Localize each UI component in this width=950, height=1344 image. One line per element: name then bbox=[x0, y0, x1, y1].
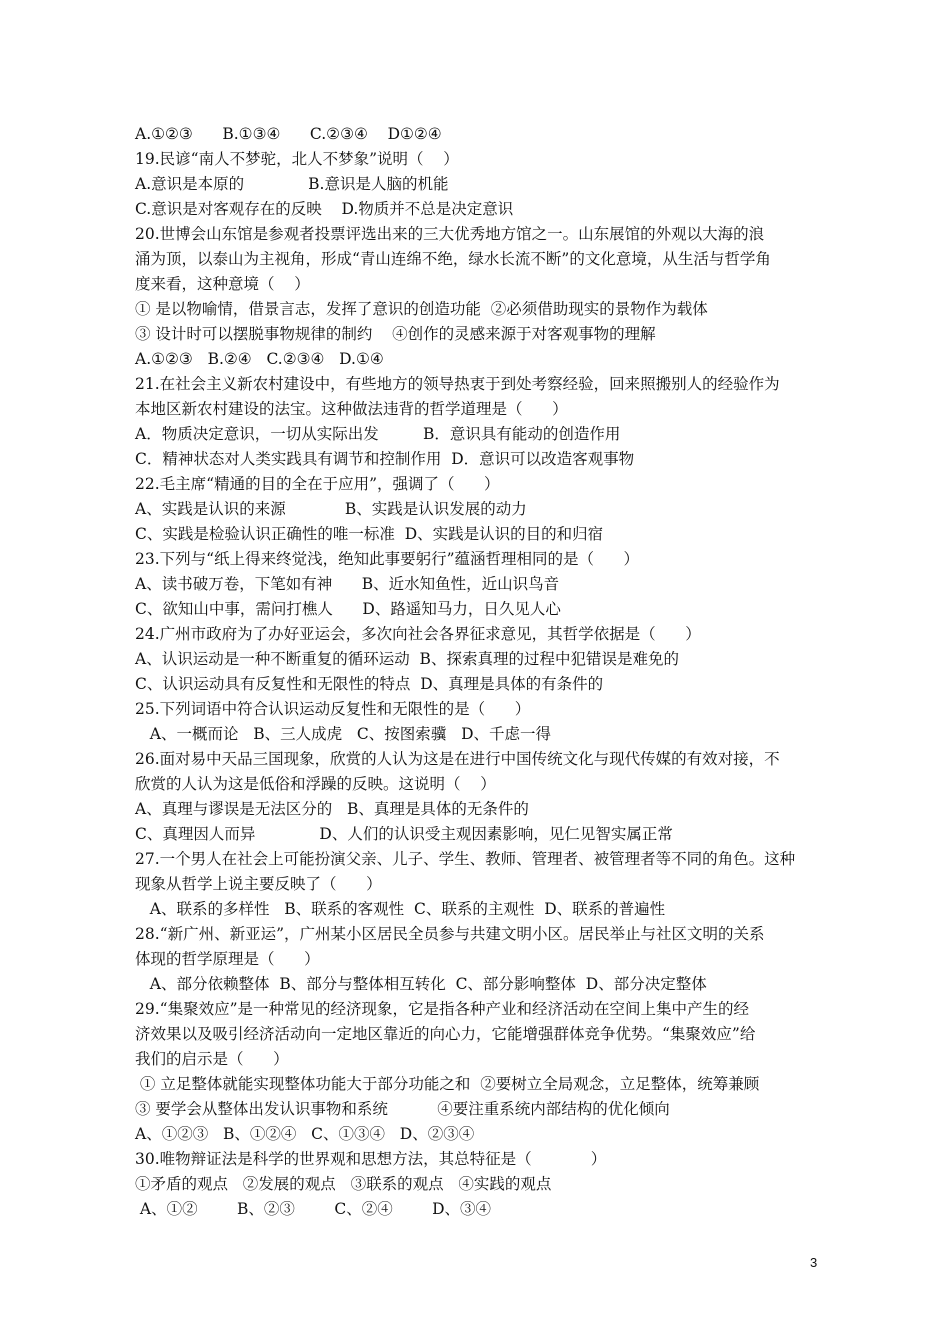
question-29-stem: 29.“集聚效应”是一种常见的经济现象，它是指各种产业和经济活动在空间上集中产生的经 bbox=[135, 1000, 750, 1018]
text-line: A、①②③ B、①②④ C、①③④ D、②③④ bbox=[135, 1125, 475, 1143]
text-line: ③ 设计时可以摆脱事物规律的制约 ④创作的灵感来源于对客观事物的理解 bbox=[135, 325, 656, 343]
text-line: A、实践是认识的来源 B、实践是认识发展的动力 bbox=[135, 500, 527, 518]
text-line: 欣赏的人认为这是低俗和浮躁的反映。这说明（ ） bbox=[135, 775, 496, 793]
question-25-stem: 25.下列词语中符合认识运动反复性和无限性的是（ ） bbox=[135, 700, 531, 718]
text-line: A、①② B、②③ C、②④ D、③④ bbox=[135, 1200, 492, 1218]
question-30-stem: 30.唯物辩证法是科学的世界观和思想方法，其总特征是（ ） bbox=[135, 1150, 607, 1168]
text-line: 体现的哲学原理是（ ） bbox=[135, 950, 320, 968]
text-line: ① 立足整体就能实现整体功能大于部分功能之和 ②要树立全局观念，立足整体，统筹兼顾 bbox=[135, 1075, 760, 1093]
question-26-stem: 26.面对易中天品三国现象，欣赏的人认为这是在进行中国传统文化与现代传媒的有效对接，不 bbox=[135, 750, 780, 768]
text-line: ③ 要学会从整体出发认识事物和系统 ④要注重系统内部结构的优化倾向 bbox=[135, 1100, 670, 1118]
text-line: A.意识是本原的 B.意识是人脑的机能 bbox=[135, 175, 449, 193]
text-line: A.①②③ B.①③④ C.②③④ D①②④ bbox=[135, 125, 442, 143]
text-line: 现象从哲学上说主要反映了（ ） bbox=[135, 875, 382, 893]
question-19-stem: 19.民谚“南人不梦驼，北人不梦象”说明（ ） bbox=[135, 150, 459, 168]
text-line: C．精神状态对人类实践具有调节和控制作用 D．意识可以改造客观事物 bbox=[135, 450, 635, 468]
text-line: A、部分依赖整体 B、部分与整体相互转化 C、部分影响整体 D、部分决定整体 bbox=[135, 975, 707, 993]
page-number: 3 bbox=[810, 1255, 818, 1270]
text-line: 我们的启示是（ ） bbox=[135, 1050, 289, 1068]
text-line: A、联系的多样性 B、联系的客观性 C、联系的主观性 D、联系的普遍性 bbox=[135, 900, 666, 918]
text-line: A．物质决定意识，一切从实际出发 B．意识具有能动的创造作用 bbox=[135, 425, 621, 443]
question-28-stem: 28.“新广州、新亚运”，广州某小区居民全员参与共建文明小区。居民举止与社区文明的关系 bbox=[135, 925, 765, 943]
question-22-stem: 22.毛主席“精通的目的全在于应用”，强调了（ ） bbox=[135, 475, 500, 493]
text-line: 涌为顶，以泰山为主视角，形成“青山连绵不绝，绿水长流不断”的文化意境，从生活与哲学角 bbox=[135, 250, 771, 268]
question-21-stem: 21.在社会主义新农村建设中，有些地方的领导热衷于到处考察经验，回来照搬别人的经验作为 bbox=[135, 375, 780, 393]
document-body bbox=[135, 122, 825, 1222]
text-line: A、读书破万卷，下笔如有神 B、近水知鱼性，近山识鸟音 bbox=[135, 575, 560, 593]
text-line: A、真理与谬误是无法区分的 B、真理是具体的无条件的 bbox=[135, 800, 529, 818]
text-line: ①矛盾的观点 ②发展的观点 ③联系的观点 ④实践的观点 bbox=[135, 1175, 552, 1193]
text-line: A.①②③ B.②④ C.②③④ D.①④ bbox=[135, 350, 384, 368]
text-line: C、实践是检验认识正确性的唯一标准 D、实践是认识的目的和归宿 bbox=[135, 525, 604, 543]
text-line: A、一概而论 B、三人成虎 C、按图索骥 D、千虑一得 bbox=[135, 725, 551, 743]
text-line: C.意识是对客观存在的反映 D.物质并不总是决定意识 bbox=[135, 200, 514, 218]
text-line: C、认识运动具有反复性和无限性的特点 D、真理是具体的有条件的 bbox=[135, 675, 604, 693]
text-line: 本地区新农村建设的法宝。这种做法违背的哲学道理是（ ） bbox=[135, 400, 568, 418]
text-line: C、真理因人而异 D、人们的认识受主观因素影响，见仁见智实属正常 bbox=[135, 825, 673, 843]
question-23-stem: 23.下列与“纸上得来终觉浅，绝知此事要躬行”蕴涵哲理相同的是（ ） bbox=[135, 550, 640, 568]
text-line: 度来看，这种意境（ ） bbox=[135, 275, 310, 293]
question-27-stem: 27.一个男人在社会上可能扮演父亲、儿子、学生、教师、管理者、被管理者等不同的角色。这种 bbox=[135, 850, 796, 868]
question-20-stem: 20.世博会山东馆是参观者投票评选出来的三大优秀地方馆之一。山东展馆的外观以大海的浪 bbox=[135, 225, 765, 243]
question-24-stem: 24.广州市政府为了办好亚运会，多次向社会各界征求意见，其哲学依据是（ ） bbox=[135, 625, 701, 643]
text-line: C、欲知山中事，需问打樵人 D、路遥知马力，日久见人心 bbox=[135, 600, 561, 618]
text-line: A、认识运动是一种不断重复的循环运动 B、探索真理的过程中犯错误是难免的 bbox=[135, 650, 679, 668]
text-line: ① 是以物喻情，借景言志，发挥了意识的创造功能 ②必须借助现实的景物作为载体 bbox=[135, 300, 708, 318]
text-line: 济效果以及吸引经济活动向一定地区靠近的向心力，它能增强群体竞争优势。“集聚效应”给 bbox=[135, 1025, 756, 1043]
